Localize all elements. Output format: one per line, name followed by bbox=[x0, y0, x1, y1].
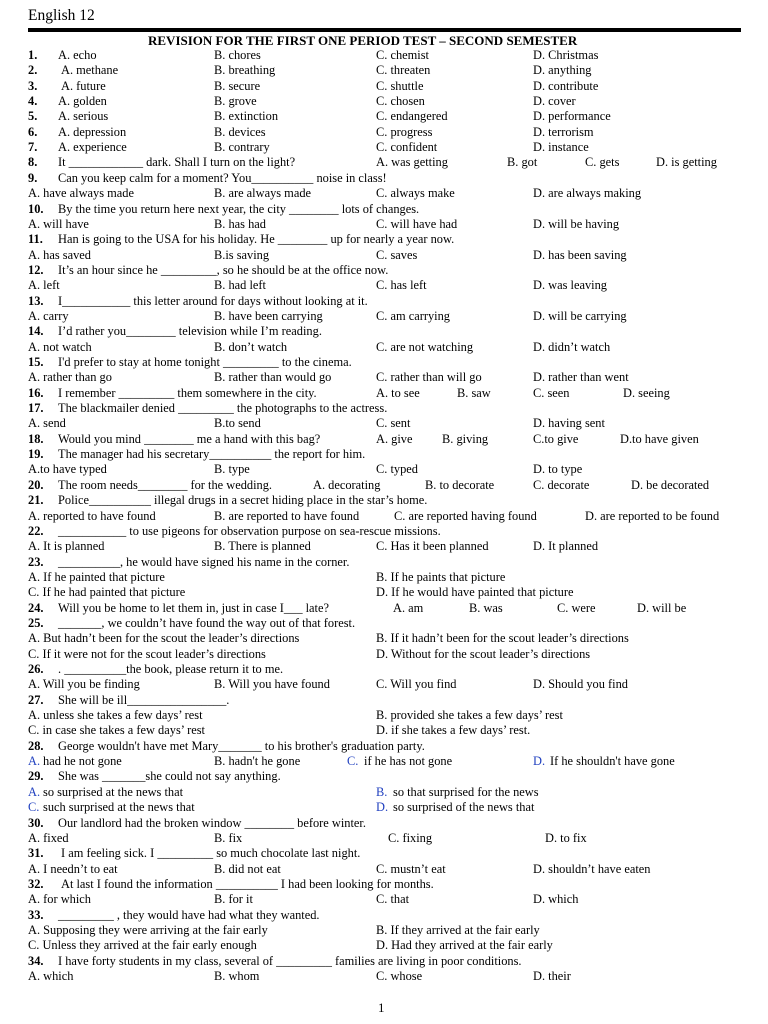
question-text: B. Will you have found bbox=[214, 677, 330, 692]
question-text: C. fixing bbox=[388, 830, 433, 845]
question-text: Police__________ illegal drugs in a secret hiding place in the star’s home. bbox=[58, 493, 428, 508]
question-text: A. has saved bbox=[28, 247, 91, 262]
question-number: 31. bbox=[28, 846, 44, 861]
question-text: C. always make bbox=[376, 186, 455, 201]
question-text: I remember _________ them somewhere in the city. bbox=[58, 385, 317, 400]
question-text: A. experience bbox=[58, 140, 127, 155]
question-text: D. are reported to be found bbox=[585, 508, 720, 523]
question-number: 20. bbox=[28, 477, 44, 492]
question-text: C. confident bbox=[376, 140, 438, 155]
question-text: B. got bbox=[507, 155, 538, 170]
question-number: 13. bbox=[28, 293, 44, 308]
question-text: A. am bbox=[393, 600, 424, 615]
question-text: C. saves bbox=[376, 247, 418, 262]
question-text: C. are reported having found bbox=[394, 508, 537, 523]
question-text: D. was leaving bbox=[533, 278, 607, 293]
question-text: C. Has it been planned bbox=[376, 539, 489, 554]
question-text: B. chores bbox=[214, 48, 261, 62]
question-text: so surprised of the news that bbox=[393, 800, 535, 815]
question-text: C. mustn’t eat bbox=[376, 861, 446, 876]
question-text: B. If they arrived at the fair early bbox=[376, 922, 540, 937]
question-text: C. chosen bbox=[376, 94, 425, 109]
question-text: It’s an hour since he _________, so he should be at the office now. bbox=[58, 262, 389, 277]
question-text: A. will have bbox=[28, 216, 89, 231]
question-text: B. whom bbox=[214, 969, 260, 983]
question-text: B. There is planned bbox=[214, 539, 311, 554]
question-number: 2. bbox=[28, 63, 38, 78]
question-text: B. saw bbox=[457, 385, 491, 400]
question-text: A. But hadn’t been for the scout the leader’s directions bbox=[28, 631, 300, 646]
question-number: 21. bbox=[28, 493, 44, 508]
question-text: B. bbox=[376, 784, 388, 799]
question-text: B. had left bbox=[214, 278, 266, 293]
question-text: B. contrary bbox=[214, 140, 270, 155]
question-text: A. serious bbox=[58, 109, 109, 124]
question-text: A. golden bbox=[58, 94, 107, 109]
question-text: By the time you return here next year, the city ________ lots of changes. bbox=[58, 201, 420, 216]
question-number: 4. bbox=[28, 94, 38, 109]
question-text: D. will be carrying bbox=[533, 308, 627, 323]
question-text: A. to see bbox=[376, 385, 420, 400]
question-text: C. chemist bbox=[376, 48, 429, 62]
question-text: I am feeling sick. I _________ so much chocolate last night. bbox=[61, 846, 361, 861]
question-text: A. If he painted that picture bbox=[28, 569, 165, 584]
question-text: D. bbox=[533, 754, 546, 769]
question-text: B. If it hadn’t been for the scout leader’s directions bbox=[376, 631, 629, 646]
question-text: The blackmailer denied _________ the photographs to the actress. bbox=[58, 401, 388, 416]
question-text: so surprised at the news that bbox=[43, 784, 184, 799]
question-text: A. unless she takes a few days’ rest bbox=[28, 708, 203, 723]
question-text: A.to have typed bbox=[28, 462, 107, 477]
question-text: A. rather than go bbox=[28, 370, 112, 385]
question-text: C. whose bbox=[376, 969, 423, 983]
question-text: A. methane bbox=[61, 63, 119, 78]
question-text: A. give bbox=[376, 431, 413, 446]
question-number: 9. bbox=[28, 170, 38, 185]
question-text: A. have always made bbox=[28, 186, 134, 201]
question-text: D. be decorated bbox=[631, 477, 710, 492]
question-number: 5. bbox=[28, 109, 38, 124]
question-text: C. seen bbox=[533, 385, 570, 400]
question-text: C. endangered bbox=[376, 109, 448, 124]
question-number: 3. bbox=[28, 78, 38, 93]
question-text: If he shouldn't have gone bbox=[550, 754, 675, 769]
question-text: C. were bbox=[557, 600, 596, 615]
question-number: 14. bbox=[28, 324, 44, 339]
question-text: Han is going to the USA for his holiday. He ________ up for nearly a year now. bbox=[58, 232, 455, 247]
question-text: The manager had his secretary__________ the report for him. bbox=[58, 447, 366, 462]
question-text: I have forty students in my class, several of _________ families are living in poor conditions. bbox=[58, 953, 522, 968]
question-text: C. decorate bbox=[533, 477, 590, 492]
question-text: D. is getting bbox=[656, 155, 717, 170]
question-text: D.to have given bbox=[620, 431, 699, 446]
page-number: 1 bbox=[378, 1000, 385, 1015]
question-text: C. typed bbox=[376, 462, 418, 477]
question-text: B. grove bbox=[214, 94, 257, 109]
question-text: A. decorating bbox=[313, 477, 381, 492]
question-text: C. will have had bbox=[376, 216, 458, 231]
question-text: C. bbox=[347, 754, 359, 769]
question-text: C. rather than will go bbox=[376, 370, 482, 385]
question-text: D. contribute bbox=[533, 78, 599, 93]
question-text: D. shouldn’t have eaten bbox=[533, 861, 651, 876]
question-text: Would you mind ________ me a hand with this bag? bbox=[58, 431, 321, 446]
question-number: 15. bbox=[28, 355, 44, 369]
question-number: 29. bbox=[28, 769, 44, 784]
question-text: A. bbox=[28, 754, 41, 769]
question-text: B. hadn't he gone bbox=[214, 754, 301, 769]
question-number: 28. bbox=[28, 738, 44, 753]
question-text: B. fix bbox=[214, 830, 243, 845]
question-text: I'd prefer to stay at home tonight _________ to the cinema. bbox=[58, 355, 352, 369]
question-text: George wouldn't have met Mary_______ to his brother's graduation party. bbox=[58, 738, 425, 753]
question-number: 27. bbox=[28, 692, 44, 707]
question-text: A. send bbox=[28, 416, 66, 431]
question-number: 23. bbox=[28, 554, 44, 569]
question-text: B. to decorate bbox=[425, 477, 495, 492]
question-number: 17. bbox=[28, 401, 44, 416]
question-text: Our landlord had the broken window ________ before winter. bbox=[58, 815, 366, 830]
question-text: D. It planned bbox=[533, 539, 599, 554]
question-text: D. to type bbox=[533, 462, 583, 477]
question-text: A. echo bbox=[58, 48, 97, 62]
question-text: A. carry bbox=[28, 308, 69, 323]
question-text: I___________ this letter around for days without looking at it. bbox=[58, 293, 368, 308]
question-text: _______, we couldn’t have found the way out of that forest. bbox=[58, 615, 356, 630]
question-text: B. secure bbox=[214, 78, 261, 93]
question-text: A. was getting bbox=[376, 155, 448, 170]
question-text: had he not gone bbox=[43, 754, 122, 769]
question-number: 25. bbox=[28, 615, 44, 630]
question-text: D. are always making bbox=[533, 186, 642, 201]
question-text: D. will be bbox=[637, 600, 687, 615]
question-text: C. progress bbox=[376, 124, 433, 139]
question-text: C. Will you find bbox=[376, 677, 457, 692]
question-text: A. Will you be finding bbox=[28, 677, 140, 692]
question-number: 18. bbox=[28, 431, 44, 446]
question-text: B. are always made bbox=[214, 186, 312, 201]
question-number: 32. bbox=[28, 876, 44, 891]
question-text: D. seeing bbox=[623, 385, 670, 400]
question-text: It ____________ dark. Shall I turn on the light? bbox=[58, 155, 296, 170]
question-text: D. anything bbox=[533, 63, 592, 78]
question-text: The room needs________ for the wedding. bbox=[58, 477, 273, 492]
question-text: At last I found the information __________ I had been looking for months. bbox=[61, 876, 434, 891]
question-text: B.is saving bbox=[214, 247, 270, 262]
question-number: 19. bbox=[28, 447, 44, 462]
question-text: if he has not gone bbox=[364, 754, 453, 769]
question-text: A. Supposing they were arriving at the fair early bbox=[28, 922, 268, 937]
question-number: 26. bbox=[28, 662, 44, 676]
question-text: B. provided she takes a few days’ rest bbox=[376, 708, 563, 723]
question-text: A. which bbox=[28, 969, 74, 983]
question-text: D. Without for the scout leader’s directions bbox=[376, 646, 591, 661]
question-text: B. did not eat bbox=[214, 861, 281, 876]
question-text: A. not watch bbox=[28, 339, 92, 354]
question-text: D. instance bbox=[533, 140, 589, 155]
question-text: C. If he had painted that picture bbox=[28, 585, 186, 600]
question-text: D. terrorism bbox=[533, 124, 594, 139]
question-text: D. performance bbox=[533, 109, 611, 124]
question-text: D. If he would have painted that picture bbox=[376, 585, 574, 600]
question-text: A. It is planned bbox=[28, 539, 105, 554]
question-text: D. rather than went bbox=[533, 370, 629, 385]
question-text: B. rather than would go bbox=[214, 370, 332, 385]
question-number: 12. bbox=[28, 262, 44, 277]
question-text: . __________the book, please return it to me. bbox=[58, 662, 284, 676]
question-text: B. don’t watch bbox=[214, 339, 288, 354]
page-title: REVISION FOR THE FIRST ONE PERIOD TEST – SECOND SEMESTER bbox=[148, 33, 578, 48]
question-number: 1. bbox=[28, 48, 38, 62]
question-text: D. has been saving bbox=[533, 247, 627, 262]
question-text: _________ , they would have had what they wanted. bbox=[58, 907, 320, 922]
question-number: 22. bbox=[28, 523, 44, 538]
question-number: 33. bbox=[28, 907, 44, 922]
question-text: ___________ to use pigeons for observation purpose on sea-rescue missions. bbox=[58, 523, 441, 538]
question-text: so that surprised for the news bbox=[393, 784, 539, 799]
question-text: Will you be home to let them in, just in case I___ late? bbox=[58, 600, 329, 615]
question-text: D. didn’t watch bbox=[533, 339, 611, 354]
question-text: C. gets bbox=[585, 155, 620, 170]
question-text: C.to give bbox=[533, 431, 579, 446]
question-text: B. for it bbox=[214, 892, 253, 907]
question-text: I’d rather you________ television while I’m reading. bbox=[58, 324, 322, 339]
question-text: A. bbox=[28, 784, 41, 799]
question-text: D. to fix bbox=[545, 830, 587, 845]
question-text: B. If he paints that picture bbox=[376, 569, 506, 584]
question-text: B. devices bbox=[214, 124, 266, 139]
question-text: such surprised at the news that bbox=[43, 800, 195, 815]
question-text: A. future bbox=[61, 78, 106, 93]
question-text: B. have been carrying bbox=[214, 308, 323, 323]
question-text: C. If it were not for the scout leader’s directions bbox=[28, 646, 266, 661]
question-text: C. are not watching bbox=[376, 339, 474, 354]
question-number: 34. bbox=[28, 953, 44, 968]
question-text: D. Had they arrived at the fair early bbox=[376, 938, 553, 953]
question-text: D. their bbox=[533, 969, 571, 983]
question-number: 24. bbox=[28, 600, 44, 615]
question-text: B. extinction bbox=[214, 109, 279, 124]
question-text: She will be ill________________. bbox=[58, 692, 230, 707]
question-text: B. breathing bbox=[214, 63, 276, 78]
question-text: C. has left bbox=[376, 278, 427, 293]
question-text: C. in case she takes a few days’ rest bbox=[28, 723, 205, 738]
question-text: Can you keep calm for a moment? You__________ noise in class! bbox=[58, 170, 387, 185]
question-text: C. am carrying bbox=[376, 308, 450, 323]
question-text: D. which bbox=[533, 892, 579, 907]
question-text: D. Should you find bbox=[533, 677, 628, 692]
question-text: D. having sent bbox=[533, 416, 605, 431]
question-text: C. shuttle bbox=[376, 78, 424, 93]
question-text: B.to send bbox=[214, 416, 261, 431]
question-text: C. bbox=[28, 800, 40, 815]
question-text: C. Unless they arrived at the fair early enough bbox=[28, 938, 257, 953]
question-text: D. if she takes a few days’ rest. bbox=[376, 723, 531, 738]
question-text: A. reported to have found bbox=[28, 508, 156, 523]
header-divider bbox=[28, 28, 741, 32]
question-text: A. fixed bbox=[28, 830, 69, 845]
question-text: B. was bbox=[469, 600, 503, 615]
question-number: 10. bbox=[28, 201, 44, 216]
question-text: B. giving bbox=[442, 431, 489, 446]
question-text: A. I needn’t to eat bbox=[28, 861, 118, 876]
question-text: D. will be having bbox=[533, 216, 620, 231]
question-text: B. are reported to have found bbox=[214, 508, 360, 523]
question-text: B. has had bbox=[214, 216, 266, 231]
question-text: A. depression bbox=[58, 124, 127, 139]
question-text: B. type bbox=[214, 462, 250, 477]
question-number: 11. bbox=[28, 232, 43, 247]
question-text: C. that bbox=[376, 892, 410, 907]
question-number: 30. bbox=[28, 815, 44, 830]
question-text: A. for which bbox=[28, 892, 91, 907]
question-text: D. Christmas bbox=[533, 48, 599, 62]
question-text: D. bbox=[376, 800, 389, 815]
question-text: __________, he would have signed his name in the corner. bbox=[58, 554, 350, 569]
question-text: C. sent bbox=[376, 416, 411, 431]
course-label: English 12 bbox=[28, 7, 95, 24]
question-text: D. cover bbox=[533, 94, 576, 109]
question-text: She was _______she could not say anything. bbox=[58, 769, 281, 784]
question-number: 16. bbox=[28, 385, 44, 400]
question-text: A. left bbox=[28, 278, 60, 293]
question-number: 6. bbox=[28, 124, 38, 139]
question-number: 7. bbox=[28, 140, 38, 155]
question-number: 8. bbox=[28, 155, 38, 170]
question-text: C. threaten bbox=[376, 63, 431, 78]
